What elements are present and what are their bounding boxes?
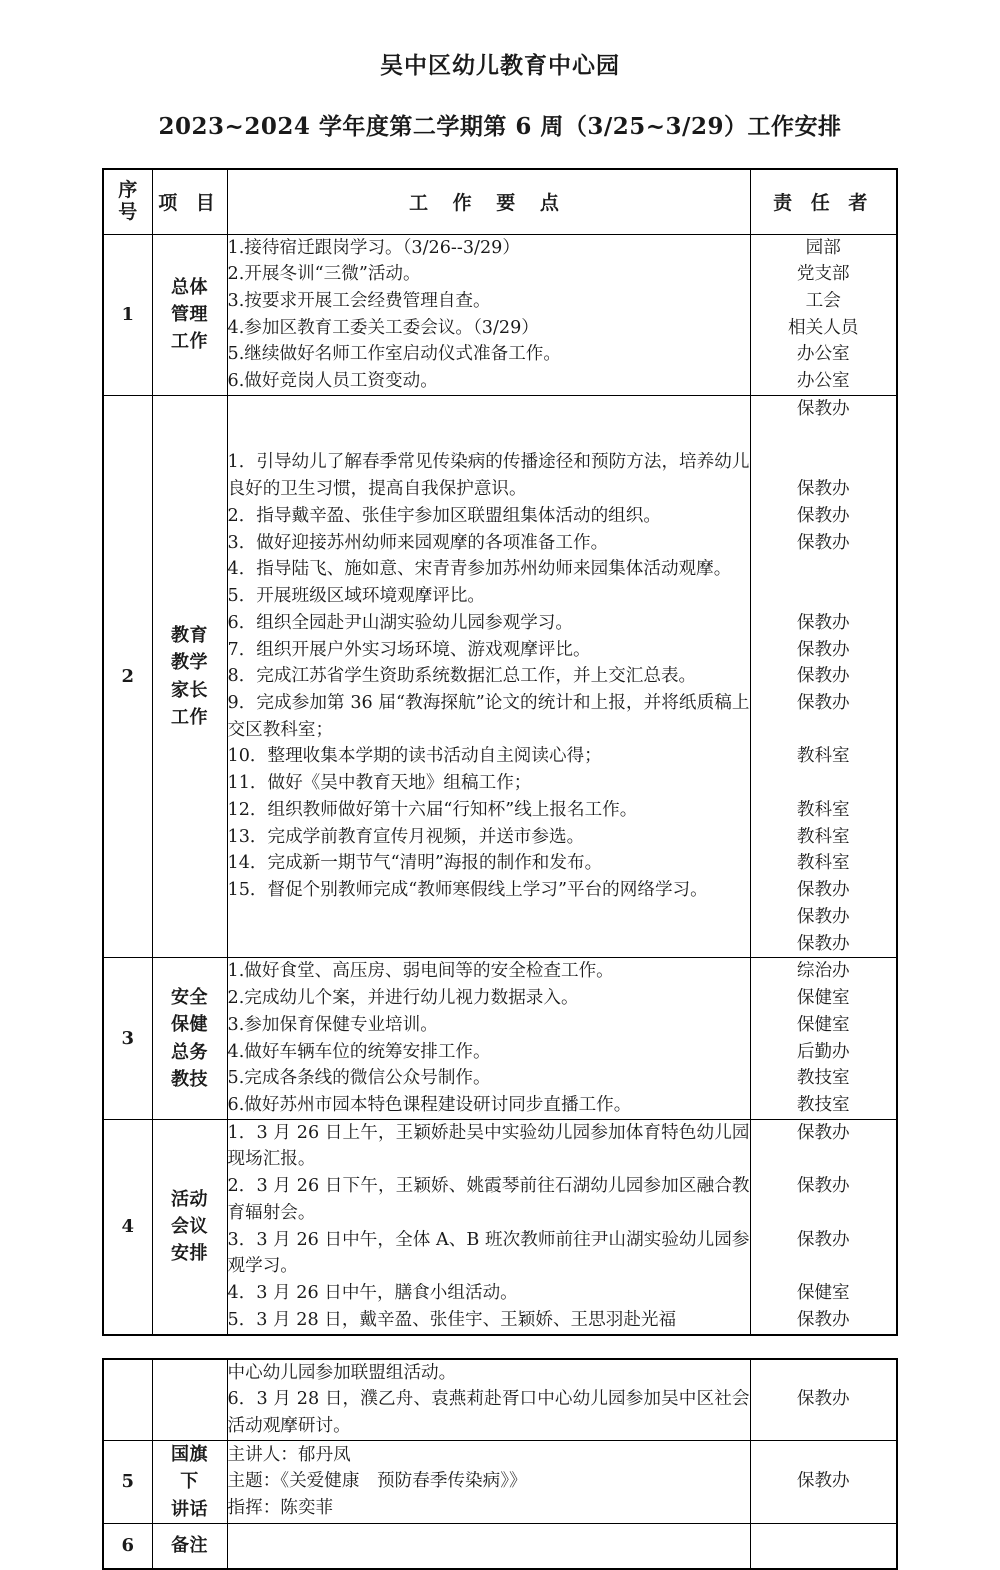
schedule-table-part2-wrap — [102, 1358, 898, 1570]
point-line: 2．3 月 26 日下午，王颖娇、姚霞琴前往石湖幼儿园参加区融合教育辐射会。 — [227, 1176, 750, 1223]
responsible-line: 保教办 — [796, 1229, 850, 1250]
row-item-line: 工作 — [171, 706, 208, 728]
responsible-line: 保健室 — [796, 1283, 850, 1304]
row-item — [152, 1119, 227, 1334]
row-responsible — [750, 1359, 897, 1441]
responsible-line: 保教办 — [796, 1122, 850, 1143]
responsible-line: 保教办 — [796, 612, 850, 633]
point-line: 14．完成新一期节气“清明”海报的制作和发布。 — [227, 853, 603, 874]
point-line: 5.继续做好名师工作室启动仪式准备工作。 — [227, 344, 561, 365]
responsible-line: 保教办 — [796, 1176, 850, 1197]
row-responsible — [750, 1119, 897, 1334]
responsible-line: 保教办 — [796, 933, 850, 954]
row-item — [152, 395, 227, 957]
point-line: 4.做好车辆车位的统筹安排工作。 — [227, 1041, 491, 1062]
point-line: 5.完成各条线的微信公众号制作。 — [227, 1068, 491, 1089]
page-subtitle: 2023~2024 学年度第二学期第 6 周（3/25~3/29）工作安排 — [158, 112, 842, 140]
table-row — [103, 1440, 897, 1523]
row-points — [227, 1119, 750, 1334]
point-line: 2.开展冬训“三微”活动。 — [227, 264, 421, 285]
title-block — [0, 0, 1000, 142]
schedule-table-part1 — [102, 168, 898, 1336]
row-no: 3 — [103, 958, 152, 1119]
point-line: 主讲人：郁丹凤 — [227, 1444, 351, 1465]
point-line: 1.做好食堂、高压房、弱电间等的安全检查工作。 — [227, 961, 614, 982]
point-line: 4．3 月 26 日中午，膳食小组活动。 — [227, 1283, 518, 1304]
point-line: 11．做好《吴中教育天地》组稿工作； — [227, 773, 532, 794]
point-line: 3．做好迎接苏州幼师来园观摩的各项准备工作。 — [227, 532, 609, 553]
point-line: 6．组织全园赴尹山湖实验幼儿园参观学习。 — [227, 612, 573, 633]
row-item — [152, 1359, 227, 1441]
row-item-line: 会议 — [171, 1215, 208, 1237]
responsible-line: 保教办 — [796, 505, 850, 526]
column-header-no — [103, 169, 152, 235]
point-line: 12．组织教师做好第十六届“行知杯”线上报名工作。 — [227, 799, 638, 820]
row-item-line: 管理 — [171, 304, 208, 326]
responsible-line: 党支部 — [796, 264, 850, 285]
point-line: 6.做好苏州市园本特色课程建设研讨同步直播工作。 — [227, 1095, 632, 1115]
point-line: 中心幼儿园参加联盟组活动。 — [227, 1362, 457, 1383]
row-item-line: 活动 — [171, 1188, 208, 1210]
responsible-line: 保教办 — [796, 1309, 850, 1330]
row-item — [152, 1523, 227, 1569]
table-row — [103, 1119, 897, 1334]
responsible-line: 办公室 — [796, 371, 850, 392]
table-row — [103, 395, 897, 957]
schedule-table-part1-wrap — [102, 168, 898, 1336]
row-points — [227, 1440, 750, 1523]
row-item-line: 备注 — [171, 1535, 208, 1557]
table-row — [103, 958, 897, 1119]
column-header-item: 项 目 — [152, 169, 227, 235]
row-item-line: 安排 — [171, 1243, 208, 1265]
responsible-line: 保教办 — [796, 479, 850, 500]
point-line: 4．指导陆飞、施如意、宋青青参加苏州幼师来园集体活动观摩。 — [227, 559, 732, 580]
row-responsible — [750, 395, 897, 957]
row-no: 2 — [103, 395, 152, 957]
point-line: 8．完成江苏省学生资助系统数据汇总工作，并上交汇总表。 — [227, 666, 697, 687]
point-line: 2.完成幼儿个案，并进行幼儿视力数据录入。 — [227, 988, 579, 1009]
point-line: 5．开展班级区域环境观摩评比。 — [227, 586, 486, 607]
row-item-line: 家长 — [171, 679, 208, 701]
responsible-line: 保教办 — [796, 1471, 850, 1492]
responsible-line: 办公室 — [796, 344, 850, 365]
point-line: 6．3 月 28 日，濮乙舟、袁燕莉赴胥口中心幼儿园参加吴中区社会活动观摩研讨。 — [227, 1389, 750, 1437]
responsible-line: 教科室 — [796, 799, 850, 820]
responsible-line: 综治办 — [796, 961, 850, 982]
point-line: 7．组织开展户外实习场环境、游戏观摩评比。 — [227, 639, 591, 660]
column-header-no-line1: 序 — [118, 178, 138, 201]
responsible-line: 教技室 — [796, 1068, 850, 1089]
row-item-line: 讲话 — [171, 1498, 208, 1520]
table-row — [103, 1359, 897, 1441]
responsible-line: 保健室 — [796, 988, 850, 1009]
row-item-line: 保健 — [171, 1014, 208, 1036]
point-line: 1．引导幼儿了解春季常见传染病的传播途径和预防方法，培养幼儿良好的卫生习惯，提高自我保护意识。 — [227, 452, 750, 500]
row-points — [227, 395, 750, 957]
column-header-points: 工 作 要 点 — [227, 169, 750, 235]
row-item-line: 教技 — [171, 1068, 208, 1090]
responsible-line: 教技室 — [796, 1095, 850, 1115]
responsible-line: 保教办 — [796, 906, 850, 927]
table-header-row — [103, 169, 897, 235]
row-no: 5 — [103, 1440, 152, 1523]
point-line: 3．3 月 26 日中午，全体 A、B 班次教师前往尹山湖实验幼儿园参观学习。 — [227, 1229, 750, 1277]
column-header-no-line2: 号 — [118, 200, 138, 223]
row-no: 4 — [103, 1119, 152, 1334]
point-line: 3.按要求开展工会经费管理自查。 — [227, 290, 491, 311]
table-row — [103, 234, 897, 395]
responsible-line: 保教办 — [796, 666, 850, 687]
point-line: 2．指导戴辛盈、张佳宇参加区联盟组集体活动的组织。 — [227, 505, 661, 526]
row-no: 6 — [103, 1523, 152, 1569]
point-line: 3.参加保育保健专业培训。 — [227, 1014, 438, 1035]
responsible-line: 相关人员 — [788, 317, 859, 338]
point-line: 4.参加区教育工委关工委会议。（3/29） — [227, 317, 539, 338]
point-line: 15．督促个别教师完成“教师寒假线上学习”平台的网络学习。 — [227, 880, 708, 901]
row-item-line: 教育 — [171, 624, 208, 646]
point-line: 主题：《关爱健康 预防春季传染病》》 — [227, 1471, 527, 1492]
row-item — [152, 234, 227, 395]
point-line: 1.接待宿迁跟岗学习。（3/26--3/29） — [227, 237, 520, 258]
responsible-line: 保教办 — [796, 880, 850, 901]
row-item-line: 教学 — [171, 652, 208, 674]
responsible-line: 教科室 — [796, 826, 850, 847]
point-line: 1．3 月 26 日上午，王颖娇赴吴中实验幼儿园参加体育特色幼儿园现场汇报。 — [227, 1122, 750, 1170]
point-line: 5．3 月 28 日，戴辛盈、张佳宇、王颖娇、王思羽赴光福 — [227, 1309, 677, 1330]
responsible-line: 保教办 — [796, 692, 850, 713]
responsible-line: 保教办 — [796, 1389, 850, 1410]
row-points — [227, 1523, 750, 1569]
responsible-line: 园部 — [805, 237, 841, 258]
point-line: 指挥：陈奕菲 — [227, 1498, 334, 1519]
row-points — [227, 958, 750, 1119]
point-line: 9．完成参加第 36 届“教海探航”论文的统计和上报，并将纸质稿上交区教科室； — [227, 692, 750, 740]
row-item-line: 工作 — [171, 331, 208, 353]
row-no: 1 — [103, 234, 152, 395]
responsible-line: 教科室 — [796, 746, 850, 767]
row-responsible — [750, 1523, 897, 1569]
table-row — [103, 1523, 897, 1569]
schedule-table-part2 — [102, 1358, 898, 1570]
row-responsible — [750, 958, 897, 1119]
row-no — [103, 1359, 152, 1441]
row-responsible — [750, 1440, 897, 1523]
row-item-line: 总体 — [171, 276, 208, 298]
row-item — [152, 1440, 227, 1523]
row-item-line: 国旗 — [171, 1443, 208, 1465]
column-header-responsible: 责 任 者 — [750, 169, 897, 235]
point-line: 10．整理收集本学期的读书活动自主阅读心得； — [227, 746, 602, 767]
point-line: 6.做好竞岗人员工资变动。 — [227, 371, 438, 392]
point-line: 13．完成学前教育宣传月视频，并送市参选。 — [227, 826, 585, 847]
responsible-line: 保健室 — [796, 1014, 850, 1035]
row-points — [227, 234, 750, 395]
page-title: 吴中区幼儿教育中心园 — [380, 52, 620, 79]
row-item-line: 安全 — [171, 986, 208, 1008]
row-responsible — [750, 234, 897, 395]
responsible-line: 保教办 — [796, 398, 850, 419]
row-item — [152, 958, 227, 1119]
row-points — [227, 1359, 750, 1441]
responsible-line: 后勤办 — [796, 1041, 850, 1062]
row-item-line: 下 — [180, 1471, 199, 1493]
row-item-line: 总务 — [171, 1041, 208, 1063]
responsible-line: 保教办 — [796, 639, 850, 660]
responsible-line: 教科室 — [796, 853, 850, 874]
responsible-line: 工会 — [805, 290, 841, 311]
responsible-line: 保教办 — [796, 532, 850, 553]
